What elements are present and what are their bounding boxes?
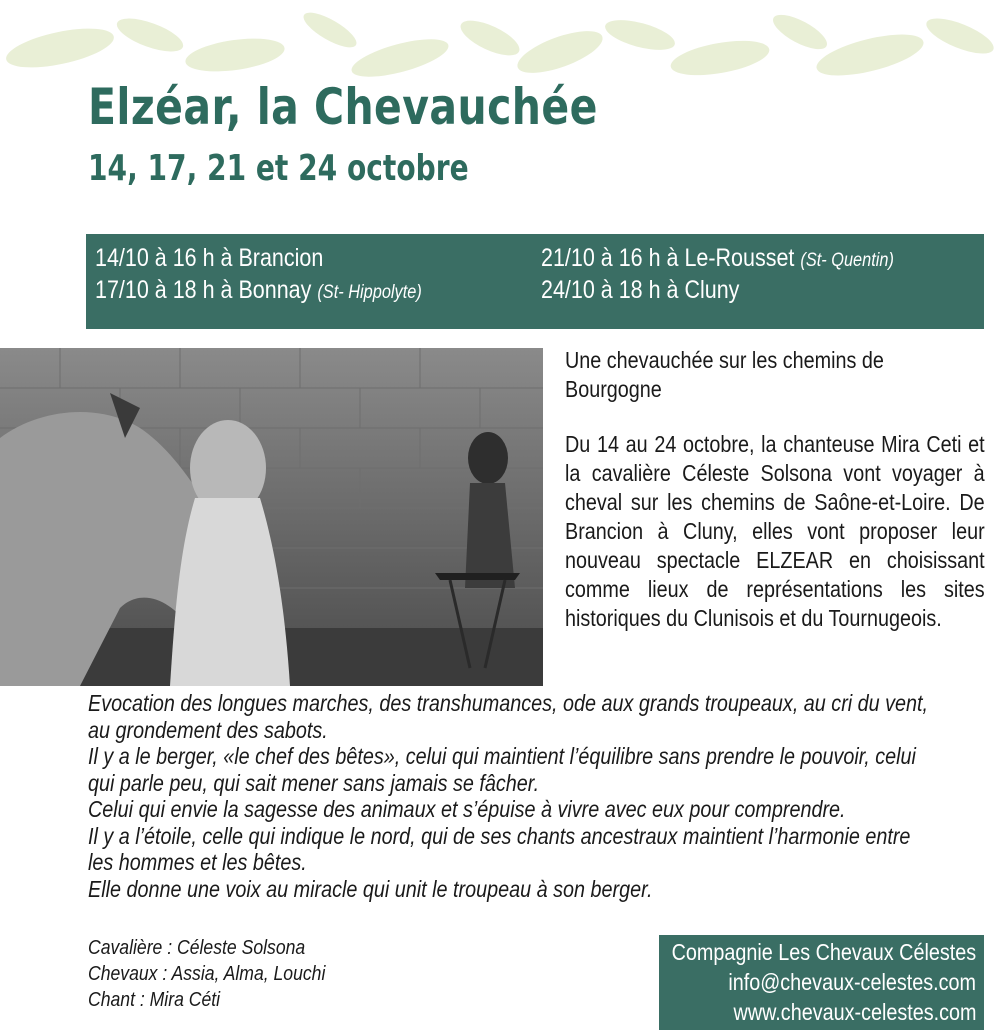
date-cluny: 24/10 à 18 h à Cluny <box>541 276 740 304</box>
dates-box <box>86 234 984 329</box>
intro-text: Une chevauchée sur les chemins de Bourgogne <box>565 347 884 402</box>
poem-line: Elle donne une voix au miracle qui unit le troupeau à son berger. <box>88 875 653 902</box>
credit-horses: Chevaux : Assia, Alma, Louchi <box>88 963 326 985</box>
poem-line: Celui qui envie la sagesse des animaux et s’épuise à vivre avec eux pour comprendre. <box>88 796 846 822</box>
credits-list <box>88 935 440 1013</box>
company-website-link[interactable]: www.chevaux-celestes.com <box>733 999 976 1025</box>
poem-line: Il y a le berger, «le chef des bêtes», celui qui maintient l’équilibre sans prendre le pouvoir, celui <box>88 743 916 769</box>
poem-line: au grondement des sabots. <box>88 716 328 743</box>
page-title: Elzéar, la Chevauchée <box>88 78 598 136</box>
credit-rider: Cavalière : Céleste Solsona <box>88 937 306 959</box>
page-subtitle: 14, 17, 21 et 24 octobre <box>88 148 469 189</box>
company-name: Compagnie Les Chevaux Célestes <box>671 939 976 965</box>
date-brancion: 14/10 à 16 h à Brancion <box>95 244 324 272</box>
company-email-link[interactable]: info@chevaux-celestes.com <box>728 969 976 995</box>
leaf-pattern-decoration <box>0 0 1000 90</box>
poem-line: Il y a l’étoile, celle qui indique le nord, qui de ses chants ancestraux maintient l’harmonie entre <box>88 822 911 849</box>
date-bonnay: 17/10 à 18 h à Bonnay (St- Hippolyte) <box>95 276 422 304</box>
date-le-rousset: 21/10 à 16 h à Le-Rousset (St- Quentin) <box>541 244 894 272</box>
description-text: Du 14 au 24 octobre, la chanteuse Mira Ceti et la cavalière Céleste Solsona vont voyager à cheval sur les chemins de Saône-et-Loire. De Brancion à Cluny, elles vont proposer leur nouveau spectacle ELZEAR en choisissant comme lieux de représentations les sites historiques du Clunisois et du Tournugeois. <box>565 431 985 631</box>
horse-and-performers-photo <box>0 348 543 686</box>
company-contact-box <box>659 935 984 1030</box>
poem-line: qui parle peu, qui sait mener sans jamais se fâcher. <box>88 769 540 796</box>
poem-line: les hommes et les bêtes. <box>88 849 307 875</box>
poem-text <box>88 690 974 902</box>
credit-singer: Chant : Mira Céti <box>88 989 221 1011</box>
poem-line: Evocation des longues marches, des transhumances, ode aux grands troupeaux, au cri du vent, <box>88 690 929 716</box>
